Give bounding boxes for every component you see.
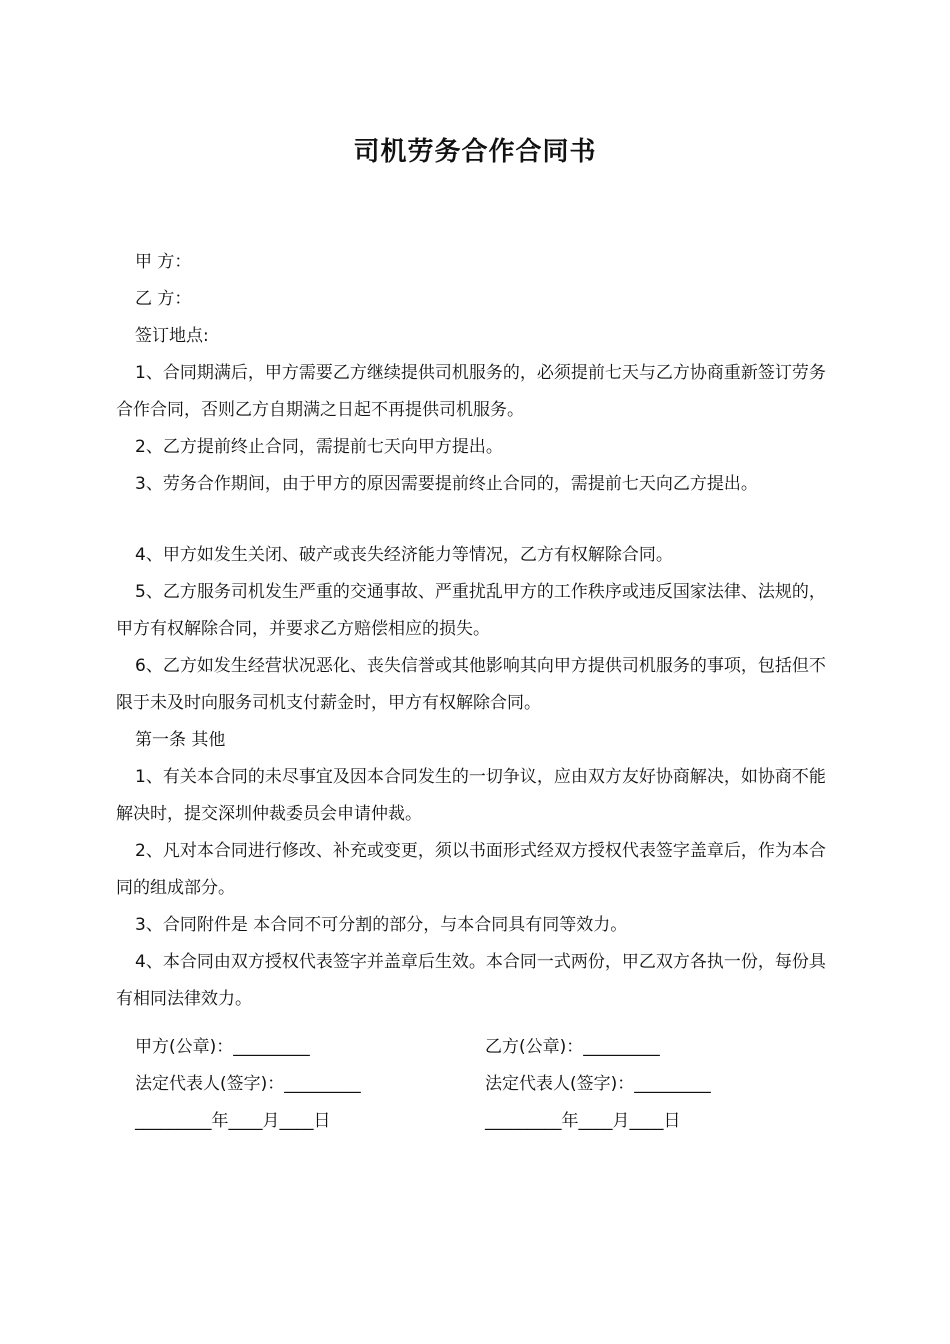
party-a-date: _________年____月____日 [135,1111,331,1131]
clause-6: 6、乙方如发生经营状况恶化、丧失信誉或其他影响其向甲方提供司机服务的事项，包括但不限于未及时向服务司机支付薪金时，甲方有权解除合同。 [116,656,826,713]
article-heading: 第一条 其他 [135,730,226,750]
representative-row [135,1066,835,1103]
signing-place-line: 签订地点: [135,326,209,346]
date-row [135,1103,835,1140]
party-a-seal: 甲方(公章)：_________ [135,1037,310,1057]
contract-body [116,244,840,1018]
signature-block [135,1029,835,1140]
clause-4: 4、甲方如发生关闭、破产或丧失经济能力等情况，乙方有权解除合同。 [135,545,673,565]
other-clause-3: 3、合同附件是 本合同不可分割的部分，与本合同具有同等效力。 [135,915,628,935]
blank-gap [116,503,840,537]
clause-5: 5、乙方服务司机发生严重的交通事故、严重扰乱甲方的工作秩序或违反国家法律、法规的，甲方有权解除合同，并要求乙方赔偿相应的损失。 [116,582,826,639]
clause-2: 2、乙方提前终止合同，需提前七天向甲方提出。 [135,437,503,457]
other-clause-2: 2、凡对本合同进行修改、补充或变更，须以书面形式经双方授权代表签字盖章后，作为本合同的组成部分。 [116,841,826,898]
clause-1: 1、合同期满后，甲方需要乙方继续提供司机服务的，必须提前七天与乙方协商重新签订劳务合作合同，否则乙方自期满之日起不再提供司机服务。 [116,363,826,420]
party-a-representative: 法定代表人(签字)：_________ [135,1074,361,1094]
clause-3: 3、劳务合作期间，由于甲方的原因需要提前终止合同的，需提前七天向乙方提出。 [135,474,758,494]
other-clause-4: 4、本合同由双方授权代表签字并盖章后生效。本合同一式两份，甲乙双方各执一份，每份具有相同法律效力。 [116,952,826,1009]
party-b-representative: 法定代表人(签字)：_________ [485,1074,711,1094]
other-clause-1: 1、有关本合同的未尽事宜及因本合同发生的一切争议，应由双方友好协商解决，如协商不能解决时，提交深圳仲裁委员会申请仲裁。 [116,767,826,824]
party-b-date: _________年____月____日 [485,1111,681,1131]
document-title: 司机劳务合作合同书 [353,137,597,167]
party-b-seal: 乙方(公章)：_________ [485,1037,660,1057]
seal-row [135,1029,835,1066]
party-a-line: 甲 方： [135,252,192,272]
party-b-line: 乙 方： [135,289,192,309]
